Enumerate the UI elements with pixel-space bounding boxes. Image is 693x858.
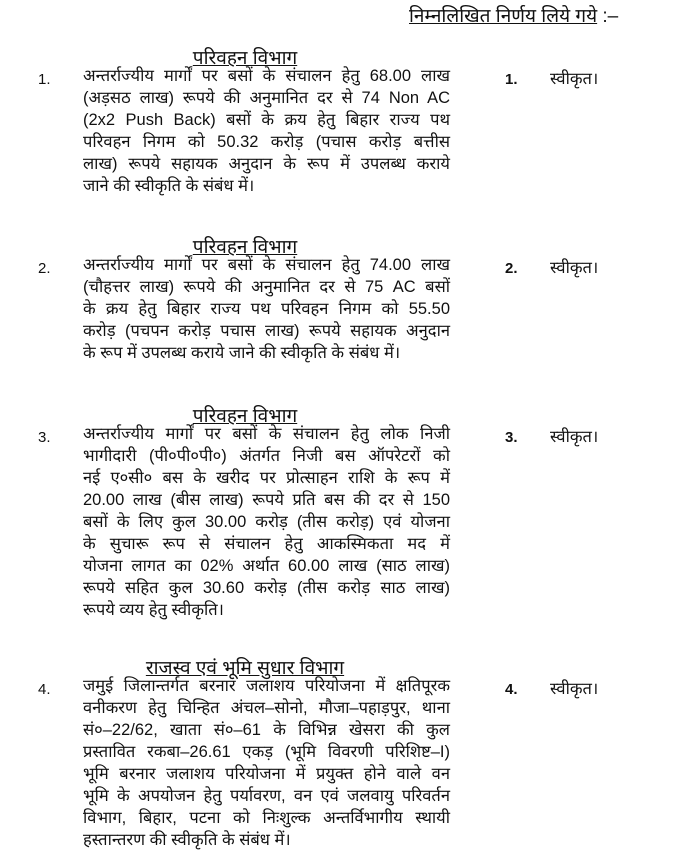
item-number: 1.: [38, 71, 51, 88]
description-line: के क्रय हेतु बिहार राज्य पथ परिवहन निगम को 55.50: [83, 300, 450, 318]
description-line: लाख) रूपये सहायक अनुदान के रूप में उपलब्ध कराये: [83, 155, 450, 173]
description-line: अन्तर्राज्यीय मार्गों पर बसों के संचालन हेतु 74.00 लाख: [83, 256, 450, 274]
page-heading-suffix: :–: [597, 6, 619, 27]
page-heading: [409, 2, 618, 28]
description-line: जमुई जिलान्तर्गत बरनार जलाशय परियोजना में क्षतिपूरक: [83, 677, 450, 695]
decision-number: 1.: [505, 71, 518, 88]
description-line: भूमि के अपयोजन हेतु पर्यावरण, वन एवं जलवायु परिवर्तन: [83, 787, 450, 805]
decision-status: स्वीकृत।: [550, 428, 599, 446]
description-line: बसों के लिए कुल 30.00 करोड़ (तीस करोड़) एवं योजना: [83, 513, 450, 531]
description-line: सं०–22/62, खाता सं०–61 के विभिन्न खेसरा की कुल: [83, 721, 450, 739]
description-line: हस्तान्तरण की स्वीकृति के संबंध में।: [83, 831, 291, 849]
description-line: (चौहत्तर लाख) रूपये की अनुमानित दर से 75 AC बसों: [83, 278, 450, 296]
description-line: भागीदारी (पी०पी०पी०) अंतर्गत निजी बस ऑपरेटरों को: [83, 447, 450, 465]
item-description: [83, 675, 450, 851]
decision-status: स्वीकृत।: [550, 680, 599, 698]
description-line: के रूप में उपलब्ध कराये जाने की स्वीकृति के संबंध में।: [83, 344, 401, 362]
description-line: रूपये सहित कुल 30.60 करोड़ (तीस करोड़ साठ लाख): [83, 579, 450, 597]
description-line: रूपये व्यय हेतु स्वीकृति।: [83, 601, 224, 619]
item-description: [83, 254, 450, 364]
description-line: भूमि बरनार जलाशय परियोजना में प्रयुक्त होने वाले वन: [83, 765, 450, 783]
description-line: अन्तर्राज्यीय मार्गों पर बसों के संचालन हेतु 68.00 लाख: [83, 67, 450, 85]
description-line: प्रस्तावित रकबा–26.61 एकड़ (भूमि विवरणी परिशिष्ट–I): [83, 743, 450, 761]
item-description: [83, 423, 450, 621]
description-line: नई ए०सी० बस के खरीद पर प्रोत्साहन राशि के रूप में: [83, 469, 450, 487]
description-line: 20.00 लाख (बीस लाख) रूपये प्रति बस की दर से 150: [83, 491, 450, 509]
description-line: (अड़सठ लाख) रूपये की अनुमानित दर से 74 Non AC: [83, 89, 450, 107]
description-line: योजना लागत का 02% अर्थात 60.00 लाख (साठ लाख): [83, 557, 450, 575]
description-line: (2x2 Push Back) बसों के क्रय हेतु बिहार राज्य पथ: [83, 111, 450, 129]
item-number: 3.: [38, 429, 51, 446]
decision-status: स्वीकृत।: [550, 70, 599, 88]
description-line: के सुचारू रूप से संचालन हेतु आकस्मिकता मद में: [83, 535, 450, 553]
department-heading: परिवहन विभाग: [192, 48, 298, 69]
department-heading: परिवहन विभाग: [192, 406, 298, 427]
decision-number: 3.: [505, 429, 518, 446]
description-line: विभाग, बिहार, पटना को निःशुल्क अन्तर्विभागीय स्थायी: [83, 809, 450, 827]
description-line: वनीकरण हेतु चिन्हित अंचल–सोनो, मौजा–पहाड़पुर, थाना: [83, 699, 450, 717]
decision-number: 4.: [505, 681, 518, 698]
department-heading: राजस्व एवं भूमि सुधार विभाग: [145, 658, 345, 679]
decision-number: 2.: [505, 260, 518, 277]
item-number: 2.: [38, 260, 51, 277]
decision-status: स्वीकृत।: [550, 259, 599, 277]
item-number: 4.: [38, 681, 51, 698]
description-line: जाने की स्वीकृति के संबंध में।: [83, 177, 255, 195]
item-description: [83, 65, 450, 197]
description-line: परिवहन निगम को 50.32 करोड़ (पचास करोड़ बत्तीस: [83, 133, 450, 151]
description-line: करोड़ (पचपन करोड़ पचास लाख) रूपये सहायक अनुदान: [83, 322, 450, 340]
description-line: अन्तर्राज्यीय मार्गों पर बसों के संचालन हेतु लोक निजी: [83, 425, 450, 443]
page-heading-text: निम्नलिखित निर्णय लिये गये: [409, 6, 598, 27]
department-heading: परिवहन विभाग: [192, 237, 298, 258]
